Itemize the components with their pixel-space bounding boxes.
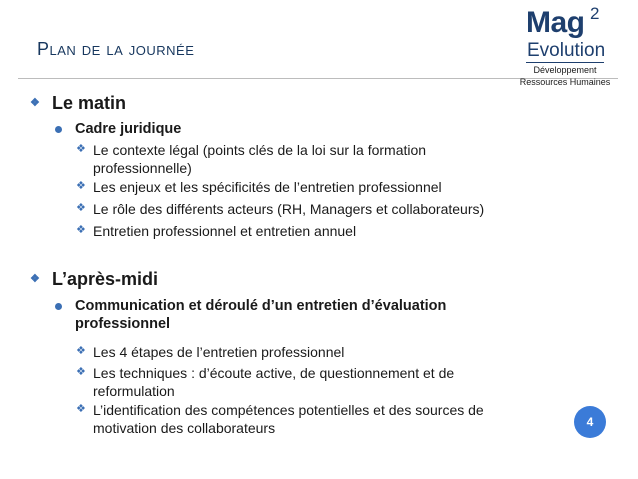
ring-bullet-icon: ❖: [30, 97, 40, 109]
list-item: [76, 141, 426, 177]
list-item: [76, 364, 454, 400]
list-item-text: Les enjeux et les spécificités de l’entretien professionnel: [93, 179, 442, 195]
logo-tagline-2: Ressources Humaines: [519, 77, 611, 87]
list-item-line: Le contexte légal (points clés de la loi sur la formation: [93, 142, 427, 158]
list-item-text: [93, 141, 426, 177]
list-item-text: Les 4 étapes de l’entretien professionnel: [93, 344, 345, 360]
list-item-text: [93, 401, 484, 437]
list-item-line: reformulation: [93, 383, 175, 399]
list-item: [76, 222, 356, 240]
subsection-label: [75, 297, 446, 333]
ring-bullet-icon: ❖: [76, 345, 86, 357]
list-item-line: Les techniques : d’écoute active, de questionnement et de: [93, 365, 455, 381]
subsection-afternoon: [55, 297, 446, 333]
list-item-text: [93, 364, 454, 400]
section-heading: Le matin: [52, 93, 127, 113]
dot-bullet-icon: [55, 126, 62, 133]
list-item-line: motivation des collaborateurs: [93, 420, 276, 436]
logo-superscript: 2: [590, 4, 600, 23]
ring-bullet-icon: ❖: [76, 403, 86, 415]
slide-title: Plan de la journée: [37, 39, 195, 59]
page-number-badge: 4: [574, 406, 606, 438]
ring-bullet-icon: ❖: [76, 224, 86, 236]
list-item: [76, 343, 344, 361]
section-heading: L’après-midi: [52, 269, 159, 289]
section-afternoon: [30, 268, 158, 290]
list-item-text: Entretien professionnel et entretien annuel: [93, 223, 357, 239]
subsection-label-line: professionnel: [75, 316, 171, 332]
subsection-label-line: Communication et déroulé d’un entretien d’évaluation: [75, 298, 447, 314]
ring-bullet-icon: ❖: [76, 366, 86, 378]
ring-bullet-icon: ❖: [76, 202, 86, 214]
ring-bullet-icon: ❖: [76, 180, 86, 192]
logo-subtitle: Evolution: [527, 40, 606, 61]
ring-bullet-icon: ❖: [30, 273, 40, 285]
logo-brand: Mag: [526, 6, 585, 39]
logo-tagline-1: Développement: [533, 65, 597, 75]
dot-bullet-icon: [55, 303, 62, 310]
list-item: [76, 200, 484, 218]
list-item: [76, 401, 484, 437]
list-item-line: professionnelle): [93, 160, 192, 176]
list-item: [76, 178, 442, 196]
list-item-line: L’identification des compétences potentielles et des sources de: [93, 402, 484, 418]
subsection-label: Cadre juridique: [75, 121, 182, 137]
section-morning: [30, 92, 126, 114]
ring-bullet-icon: ❖: [76, 143, 86, 155]
subsection-morning: [55, 120, 181, 138]
list-item-text: Le rôle des différents acteurs (RH, Managers et collaborateurs): [93, 201, 485, 217]
